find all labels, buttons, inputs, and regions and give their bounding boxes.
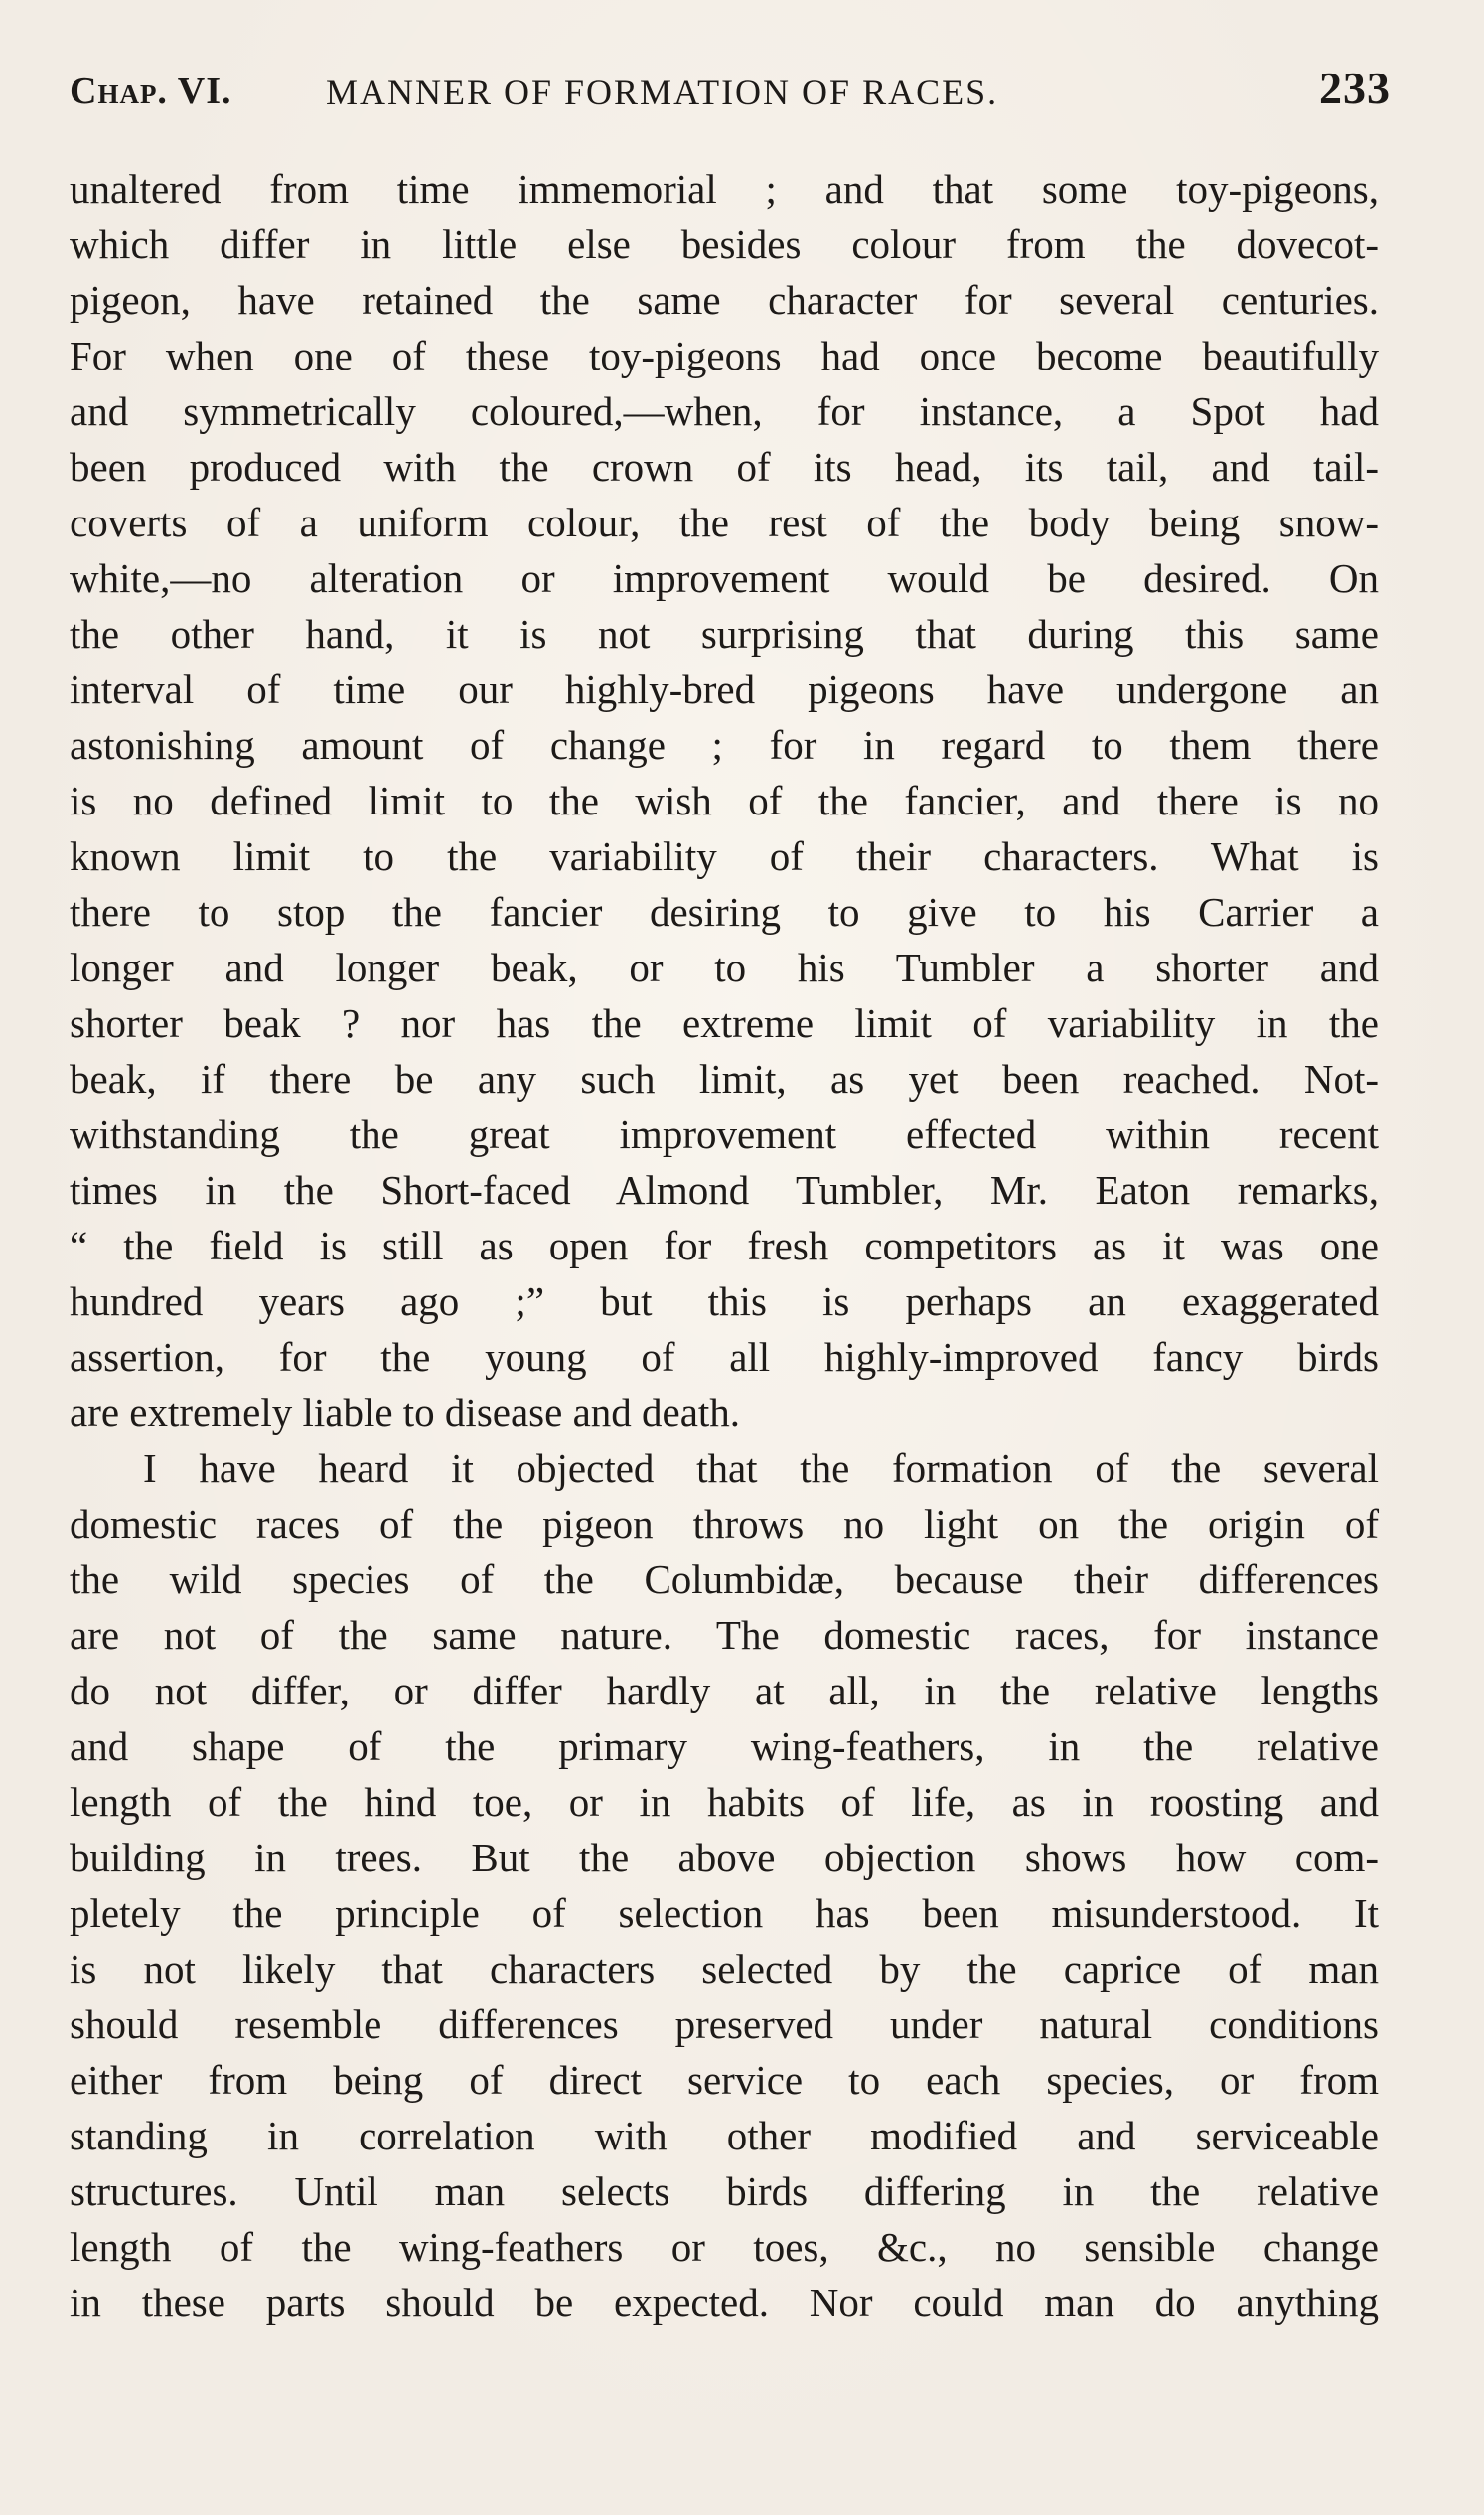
text-line: interval of time our highly-bred pigeons have undergone an	[70, 666, 1379, 712]
chapter-label: Chap. VI.	[70, 71, 232, 112]
text-line: is no defined limit to the wish of the fancier, and there is no	[70, 778, 1379, 823]
text-line: unaltered from time immemorial ; and that some toy-pigeons,	[70, 166, 1379, 212]
body-text	[70, 161, 1379, 2330]
running-head	[70, 62, 1391, 121]
text-line: times in the Short-faced Almond Tumbler, Mr. Eaton remarks,	[70, 1167, 1379, 1213]
text-line: either from being of direct service to each species, or from	[70, 2057, 1379, 2103]
text-line: pletely the principle of selection has been misunderstood. It	[70, 1890, 1379, 1936]
text-line: longer and longer beak, or to his Tumbler a shorter and	[70, 945, 1379, 990]
text-line: beak, if there be any such limit, as yet been reached. Not-	[70, 1056, 1379, 1102]
text-line: are extremely liable to disease and death.	[70, 1390, 741, 1435]
text-line: the other hand, it is not surprising that during this same	[70, 611, 1379, 657]
text-line: “ the field is still as open for fresh competitors as it was one	[70, 1223, 1379, 1268]
text-line: astonishing amount of change ; for in regard to them there	[70, 722, 1379, 768]
text-line: white,—no alteration or improvement would be desired. On	[70, 555, 1379, 601]
text-line: withstanding the great improvement effected within recent	[70, 1111, 1379, 1157]
text-line: pigeon, have retained the same character for several centuries.	[70, 277, 1379, 323]
text-line: which differ in little else besides colour from the dovecot-	[70, 222, 1379, 267]
text-line: length of the hind toe, or in habits of life, as in roosting and	[70, 1779, 1379, 1825]
text-line: structures. Until man selects birds differing in the relative	[70, 2168, 1379, 2214]
text-line: in these parts should be expected. Nor could man do anything	[70, 2280, 1379, 2325]
text-line: I have heard it objected that the formation of the several	[143, 1445, 1379, 1491]
text-line: shorter beak ? nor has the extreme limit of variability in the	[70, 1000, 1379, 1046]
text-line: coverts of a uniform colour, the rest of the body being snow-	[70, 500, 1379, 545]
text-line: For when one of these toy-pigeons had once become beautifully	[70, 333, 1379, 378]
text-line: should resemble differences preserved under natural conditions	[70, 2001, 1379, 2047]
paragraph	[70, 161, 1379, 1440]
text-line: is not likely that characters selected by the caprice of man	[70, 1946, 1379, 1992]
text-line: standing in correlation with other modified and serviceable	[70, 2113, 1379, 2158]
paragraph	[70, 1440, 1379, 2330]
text-line: building in trees. But the above objection shows how com-	[70, 1835, 1379, 1880]
text-line: known limit to the variability of their characters. What is	[70, 833, 1379, 879]
text-line: do not differ, or differ hardly at all, in the relative lengths	[70, 1668, 1379, 1713]
text-line: been produced with the crown of its head, its tail, and tail-	[70, 444, 1379, 490]
text-line: assertion, for the young of all highly-improved fancy birds	[70, 1334, 1379, 1380]
page-number: 233	[1319, 63, 1391, 113]
text-line: the wild species of the Columbidæ, because their differences	[70, 1556, 1379, 1602]
text-line: hundred years ago ;” but this is perhaps an exaggerated	[70, 1278, 1379, 1324]
text-line: length of the wing-feathers or toes, &c., no sensible change	[70, 2224, 1379, 2270]
chapter-title: MANNER OF FORMATION OF RACES.	[326, 73, 999, 112]
text-line: domestic races of the pigeon throws no light on the origin of	[70, 1501, 1379, 1547]
text-line: and symmetrically coloured,—when, for instance, a Spot had	[70, 388, 1379, 434]
text-line: are not of the same nature. The domestic races, for instance	[70, 1612, 1379, 1658]
text-line: there to stop the fancier desiring to give to his Carrier a	[70, 889, 1379, 935]
text-line: and shape of the primary wing-feathers, in the relative	[70, 1723, 1379, 1769]
